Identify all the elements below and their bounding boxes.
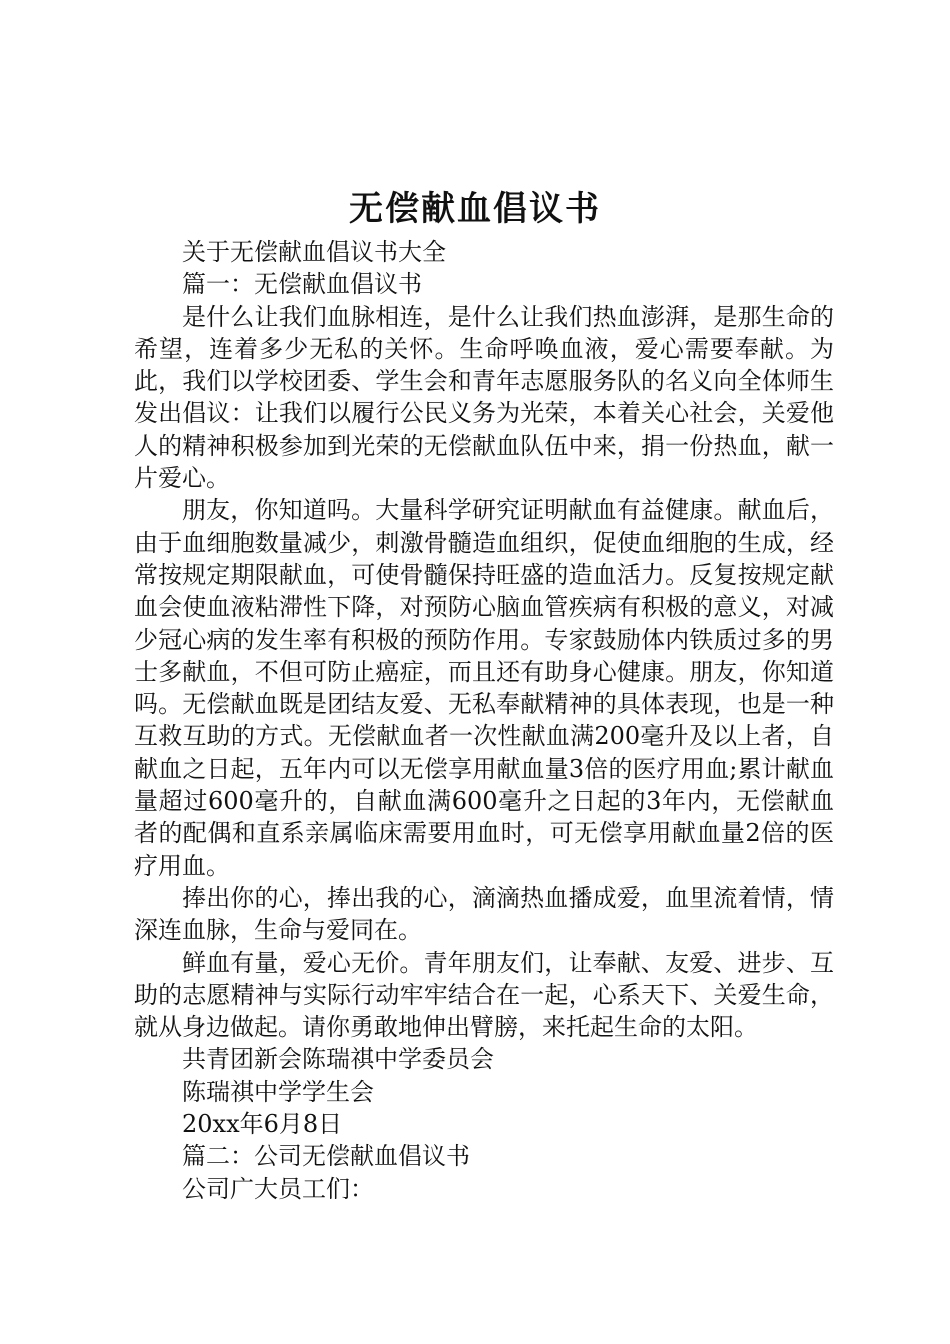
signature-organization: 共青团新会陈瑞祺中学委员会 — [182, 1045, 494, 1074]
body-paragraph: 朋友，你知道吗。大量科学研究证明献血有益健康。献血后，由于血细胞数量减少，刺激骨髓造血组织，促使血细胞的生成，经常按规定期限献血，可使骨髓保持旺盛的造血活力。反复按规定献血会使血液粘滞性下降，对预防心脑血管疾病有积极的意义，对减少冠心病的发生率有积极的预防作用。专家鼓励体内铁质过多的男士多献血，不但可防止癌症，而且还有助身心健康。朋友，你知道吗。无偿献血既是团结友爱、无私奉献精神的具体表现，也是一种互救互助的方式。无偿献血者一次性献血满200毫升及以上者，自献血之日起，五年内可以无偿享用献血量3倍的医疗用血;累计献血量超过600毫升的，自献血满600毫升之日起的3年内，无偿献血者的配偶和直系亲属临床需要用血时，可无偿享用献血量2倍的医疗用血。 — [134, 496, 834, 880]
section-two-heading: 篇二：公司无偿献血倡议书 — [182, 1142, 470, 1171]
document-body — [134, 236, 834, 1205]
body-paragraph: 捧出你的心，捧出我的心，滴滴热血播成爱，血里流着情，情深连血脉，生命与爱同在。 — [134, 883, 834, 945]
collection-heading: 关于无偿献血倡议书大全 — [182, 238, 446, 266]
salutation: 公司广大员工们： — [182, 1174, 374, 1203]
body-paragraph: 鲜血有量，爱心无价。青年朋友们，让奉献、友爱、进步、互助的志愿精神与实际行动牢牢结合在一起，心系天下、关爱生命，就从身边做起。请你勇敢地伸出臂膀，来托起生命的太阳。 — [134, 948, 834, 1042]
document-title: 无偿献血倡议书 — [349, 189, 601, 229]
signature-student-union: 陈瑞祺中学学生会 — [182, 1077, 374, 1106]
body-paragraph: 是什么让我们血脉相连，是什么让我们热血澎湃，是那生命的希望，连着多少无私的关怀。生命呼唤血液，爱心需要奉献。为此，我们以学校团委、学生会和青年志愿服务队的名义向全体师生发出倡议：让我们以履行公民义务为光荣，本着关心社会，关爱他人的精神积极参加到光荣的无偿献血队伍中来，捐一份热血，献一片爱心。 — [134, 302, 834, 493]
section-one-heading: 篇一：无偿献血倡议书 — [182, 270, 422, 299]
signature-date: 20xx年6月8日 — [182, 1110, 343, 1139]
